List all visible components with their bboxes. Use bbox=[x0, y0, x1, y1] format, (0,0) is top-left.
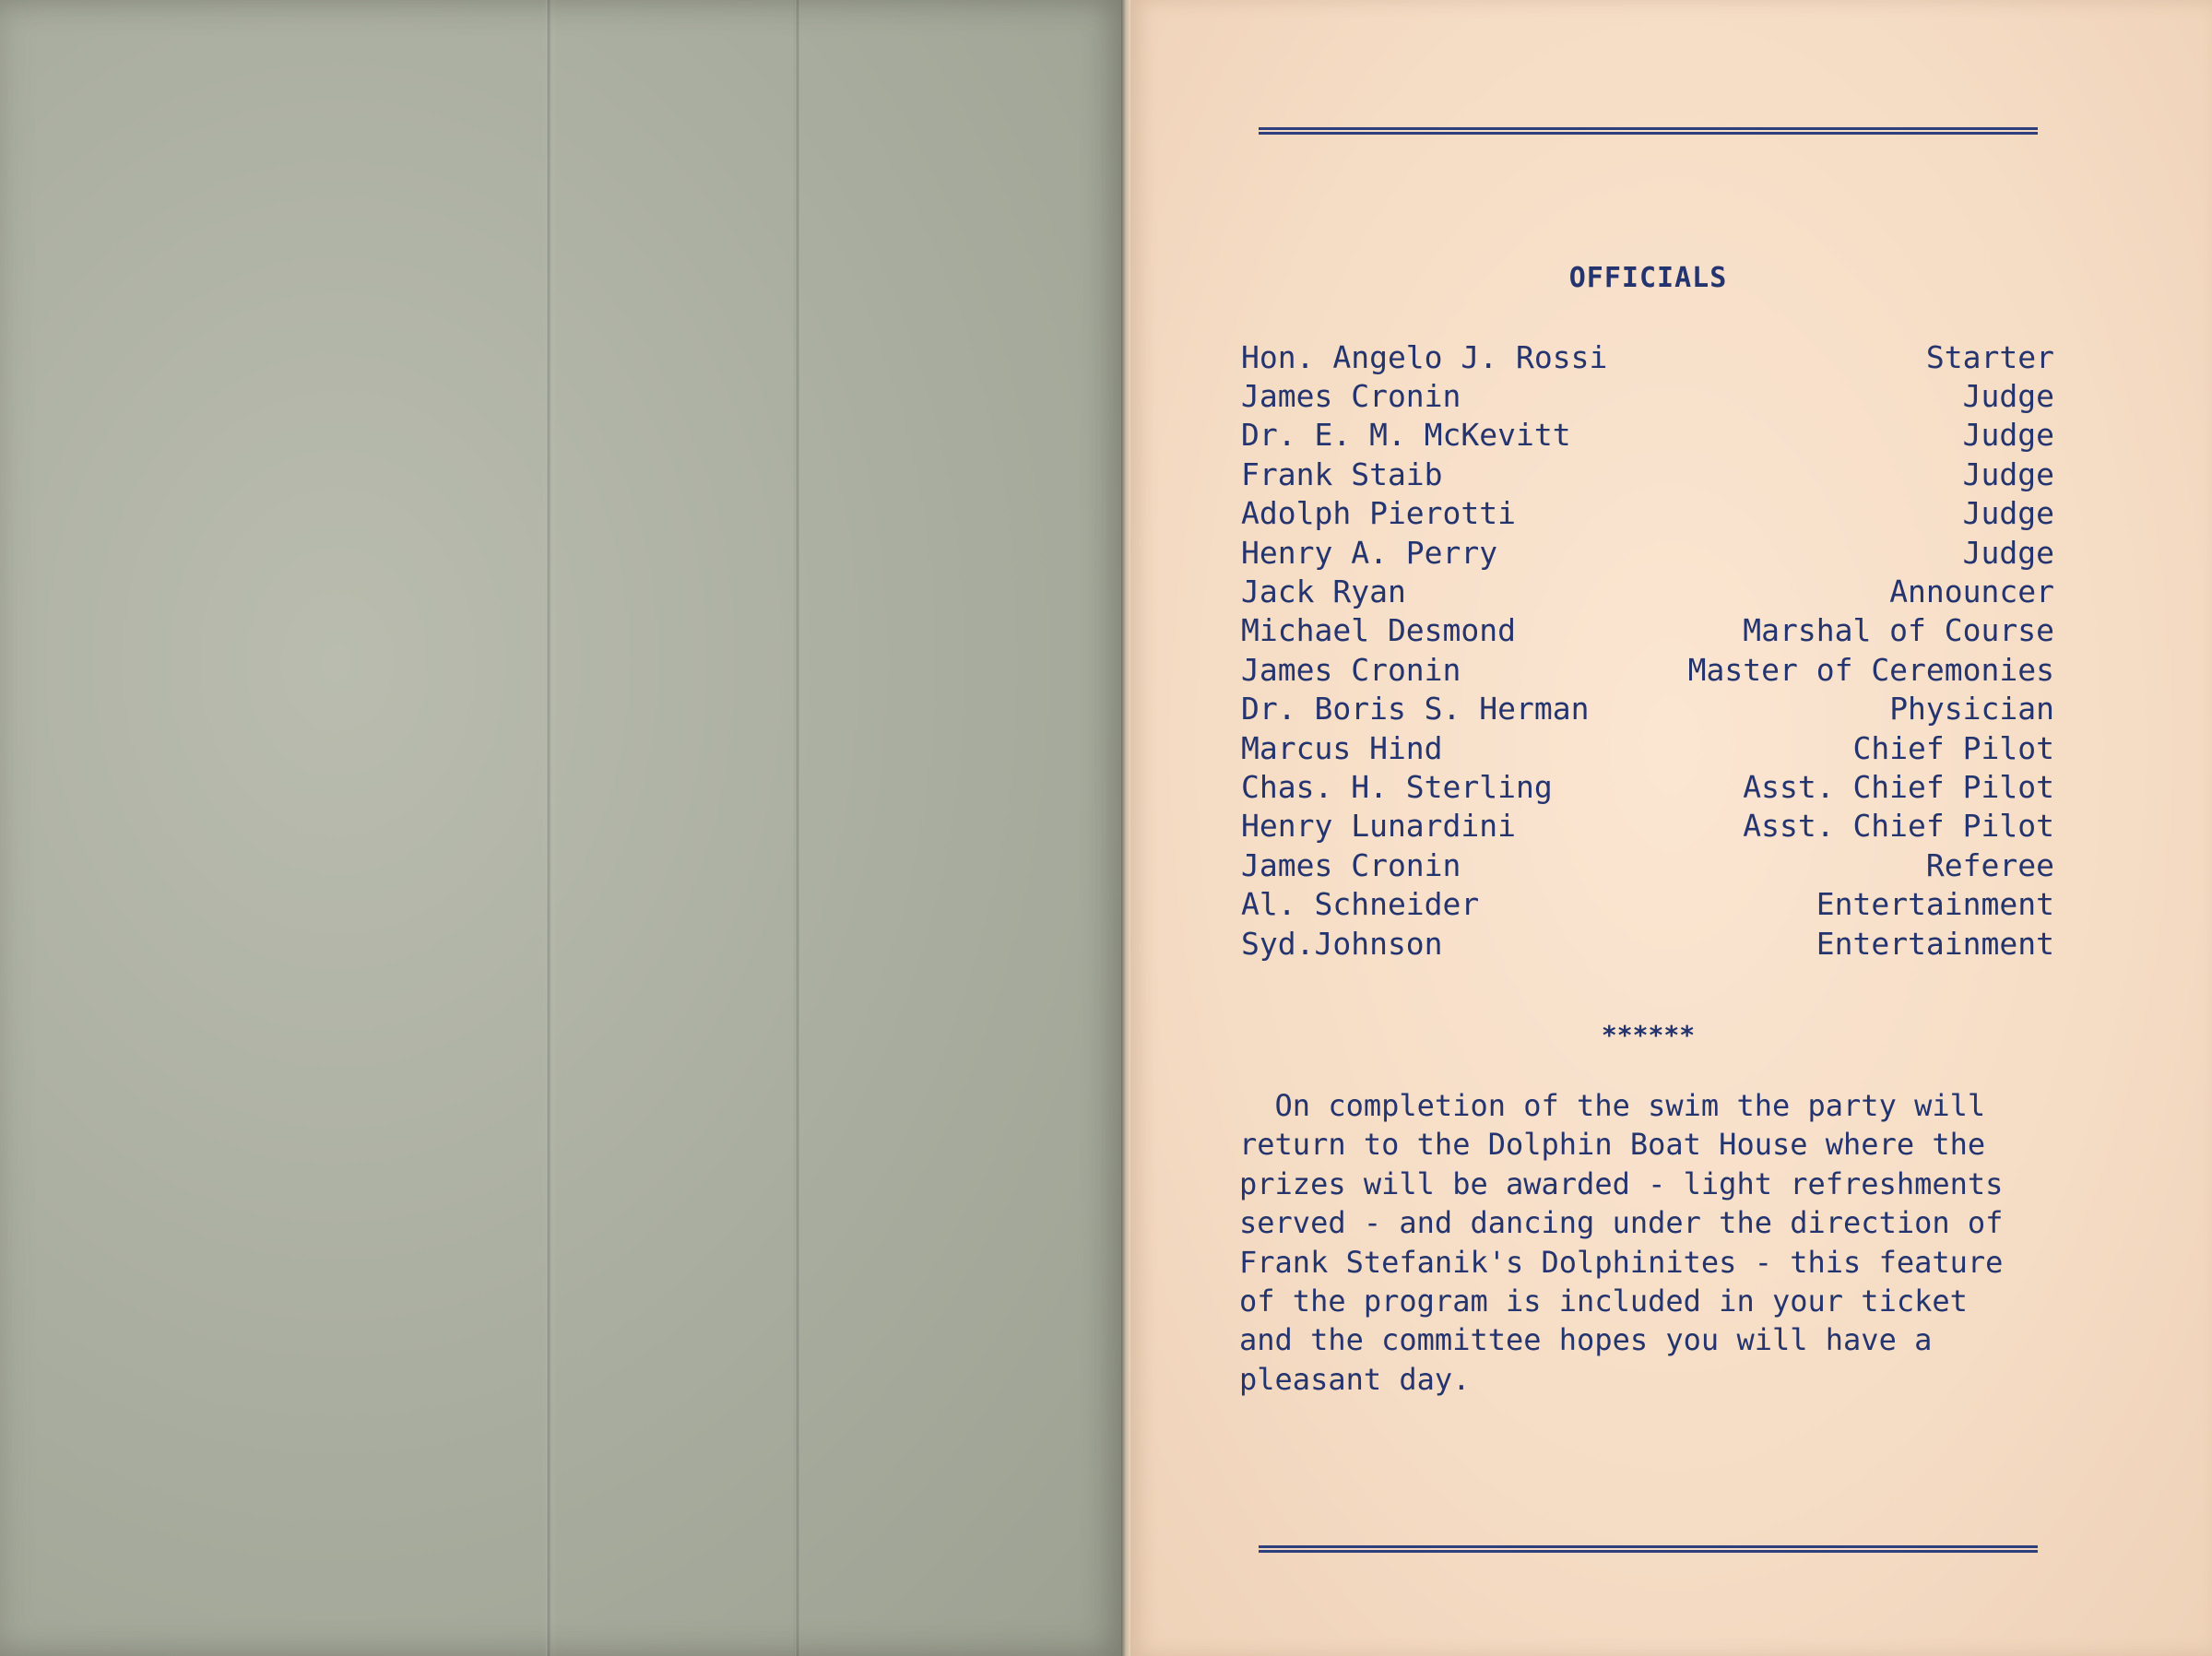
bottom-double-rule bbox=[1259, 1545, 2038, 1553]
official-row bbox=[1241, 650, 2054, 689]
official-name: James Cronin bbox=[1241, 651, 1461, 688]
official-row bbox=[1241, 494, 2054, 533]
closing-line: On completion of the swim the party will bbox=[1239, 1088, 1986, 1123]
official-name: Marcus Hind bbox=[1241, 729, 1443, 766]
official-row bbox=[1241, 416, 2054, 455]
official-name: Henry Lunardini bbox=[1241, 808, 1517, 845]
official-role: Master of Ceremonies bbox=[1687, 651, 2054, 688]
official-role: Asst. Chief Pilot bbox=[1743, 808, 2054, 845]
closing-line: and the committee hopes you will have a bbox=[1239, 1322, 1933, 1358]
official-role: Judge bbox=[1962, 495, 2054, 532]
closing-paragraph bbox=[1239, 1086, 2069, 1399]
official-name: Michael Desmond bbox=[1241, 612, 1517, 649]
officials-heading: OFFICIALS bbox=[1568, 262, 1728, 294]
separator-asterisks: ****** bbox=[1601, 1020, 1696, 1050]
official-row bbox=[1241, 572, 2054, 610]
official-name: Al. Schneider bbox=[1241, 886, 1480, 923]
official-name: Frank Staib bbox=[1241, 455, 1443, 492]
official-row bbox=[1241, 924, 2054, 963]
official-role: Starter bbox=[1925, 338, 2054, 375]
official-name: Henry A. Perry bbox=[1241, 534, 1498, 571]
official-name: Syd.Johnson bbox=[1241, 925, 1443, 962]
official-row bbox=[1241, 337, 2054, 376]
official-row bbox=[1241, 690, 2054, 728]
official-role: Referee bbox=[1925, 846, 2054, 883]
cover-crease bbox=[546, 0, 551, 1656]
official-row bbox=[1241, 611, 2054, 650]
officials-list bbox=[1241, 337, 2054, 963]
official-name: Dr. E. M. McKevitt bbox=[1241, 417, 1571, 454]
official-row bbox=[1241, 807, 2054, 846]
official-role: Chief Pilot bbox=[1852, 729, 2054, 766]
closing-line: of the program is included in your ticket bbox=[1239, 1283, 1968, 1319]
official-row bbox=[1241, 728, 2054, 767]
official-role: Judge bbox=[1962, 378, 2054, 415]
spine-fold bbox=[1121, 0, 1130, 1656]
official-row bbox=[1241, 846, 2054, 884]
cover-crease bbox=[795, 0, 800, 1656]
official-role: Judge bbox=[1962, 534, 2054, 571]
official-name: Hon. Angelo J. Rossi bbox=[1241, 338, 1608, 375]
official-name: James Cronin bbox=[1241, 846, 1461, 883]
closing-line: Frank Stefanik's Dolphinites - this feature bbox=[1239, 1244, 2004, 1280]
closing-line: return to the Dolphin Boat House where the bbox=[1239, 1127, 1986, 1163]
official-name: Chas. H. Sterling bbox=[1241, 768, 1553, 805]
official-row bbox=[1241, 884, 2054, 923]
official-row bbox=[1241, 455, 2054, 493]
official-role: Judge bbox=[1962, 455, 2054, 492]
closing-line: served - and dancing under the direction of bbox=[1239, 1205, 2004, 1241]
official-row bbox=[1241, 533, 2054, 572]
official-row bbox=[1241, 767, 2054, 806]
official-role: Asst. Chief Pilot bbox=[1743, 768, 2054, 805]
closing-line: pleasant day. bbox=[1239, 1361, 1471, 1397]
official-role: Entertainment bbox=[1816, 925, 2054, 962]
official-role: Announcer bbox=[1889, 574, 2054, 610]
official-name: James Cronin bbox=[1241, 378, 1461, 415]
official-role: Marshal of Course bbox=[1743, 612, 2054, 649]
official-name: Dr. Boris S. Herman bbox=[1241, 691, 1590, 727]
official-row bbox=[1241, 376, 2054, 415]
official-role: Physician bbox=[1889, 691, 2054, 727]
official-role: Entertainment bbox=[1816, 886, 2054, 923]
official-name: Jack Ryan bbox=[1241, 574, 1406, 610]
official-name: Adolph Pierotti bbox=[1241, 495, 1517, 532]
closing-line: prizes will be awarded - light refreshments bbox=[1239, 1165, 2004, 1201]
top-double-rule bbox=[1259, 127, 2038, 135]
official-role: Judge bbox=[1962, 417, 2054, 454]
